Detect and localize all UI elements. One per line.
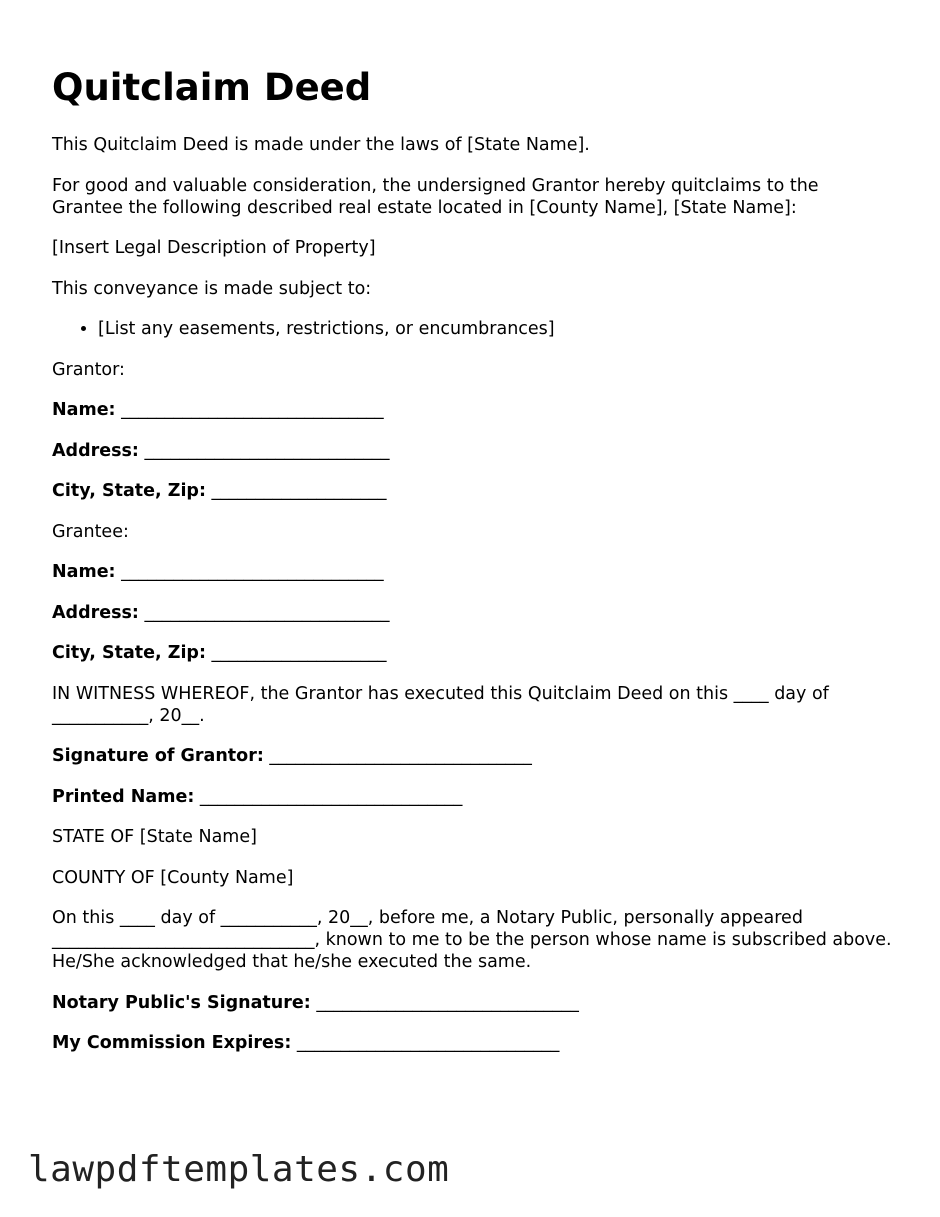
notary-signature-line: ______________________________ [316, 992, 579, 1013]
commission-expires-label: My Commission Expires: [52, 1033, 292, 1053]
witness-paragraph: IN WITNESS WHEREOF, the Grantor has executed this Quitclaim Deed on this ____ day of ___________, 20__. [52, 683, 835, 726]
county-of-line: COUNTY OF [County Name] [52, 867, 294, 888]
grantor-name-row [52, 399, 892, 421]
commission-expires-row [52, 1032, 892, 1054]
intro-paragraph: This Quitclaim Deed is made under the laws of [State Name]. [52, 135, 590, 155]
grantee-address-row [52, 602, 892, 624]
grantee-name-label: Name: [52, 562, 116, 582]
grantor-name-label: Name: [52, 400, 116, 420]
grantor-address-label: Address: [52, 440, 139, 461]
commission-expires-line: ______________________________ [296, 1033, 560, 1053]
printed-name-line: ______________________________ [199, 786, 463, 807]
grantor-address-line: ____________________________ [144, 440, 390, 461]
subject-to-paragraph: This conveyance is made subject to: [52, 278, 372, 299]
grantee-city-label: City, State, Zip: [52, 643, 206, 663]
grantor-signature-label: Signature of Grantor: [52, 746, 264, 766]
grantee-city-line: ____________________ [211, 643, 387, 663]
grantor-signature-row [52, 745, 892, 767]
grantee-name-row [52, 561, 892, 583]
grantee-city-row [52, 642, 892, 664]
grantee-heading: Grantee: [52, 521, 129, 542]
printed-name-label: Printed Name: [52, 786, 195, 807]
grantee-name-line: ______________________________ [121, 562, 384, 582]
printed-name-row [52, 786, 892, 808]
document-title: Quitclaim Deed [52, 66, 372, 109]
legal-description: [Insert Legal Description of Property] [52, 238, 376, 258]
subject-list [52, 318, 892, 340]
quitclaim-deed-document [52, 66, 898, 1073]
grantor-city-label: City, State, Zip: [52, 481, 206, 501]
site-watermark: lawpdftemplates.com [28, 1149, 450, 1190]
grantor-name-line: ______________________________ [121, 400, 384, 420]
consideration-paragraph: For good and valuable consideration, the undersigned Grantor hereby quitclaims to the Grantee the following described real estate located in [County Name], [State Name]: [52, 175, 825, 218]
grantee-address-line: ____________________________ [144, 602, 390, 623]
notary-signature-label: Notary Public's Signature: [52, 992, 311, 1013]
grantor-city-row [52, 480, 892, 502]
grantor-signature-line: ______________________________ [269, 746, 532, 766]
subject-list-item: • [List any easements, restrictions, or encumbrances] [98, 318, 892, 340]
notary-signature-row [52, 992, 892, 1014]
notary-paragraph: On this ____ day of ___________, 20__, before me, a Notary Public, personally appeared ______________________________, known to me to be the person whose name is subscribed above. He/She acknowledged that he/she executed the same. [52, 908, 898, 972]
grantor-heading: Grantor: [52, 359, 125, 380]
grantor-city-line: ____________________ [211, 481, 387, 501]
grantor-address-row [52, 440, 892, 462]
state-of-line: STATE OF [State Name] [52, 827, 257, 847]
grantee-address-label: Address: [52, 602, 139, 623]
